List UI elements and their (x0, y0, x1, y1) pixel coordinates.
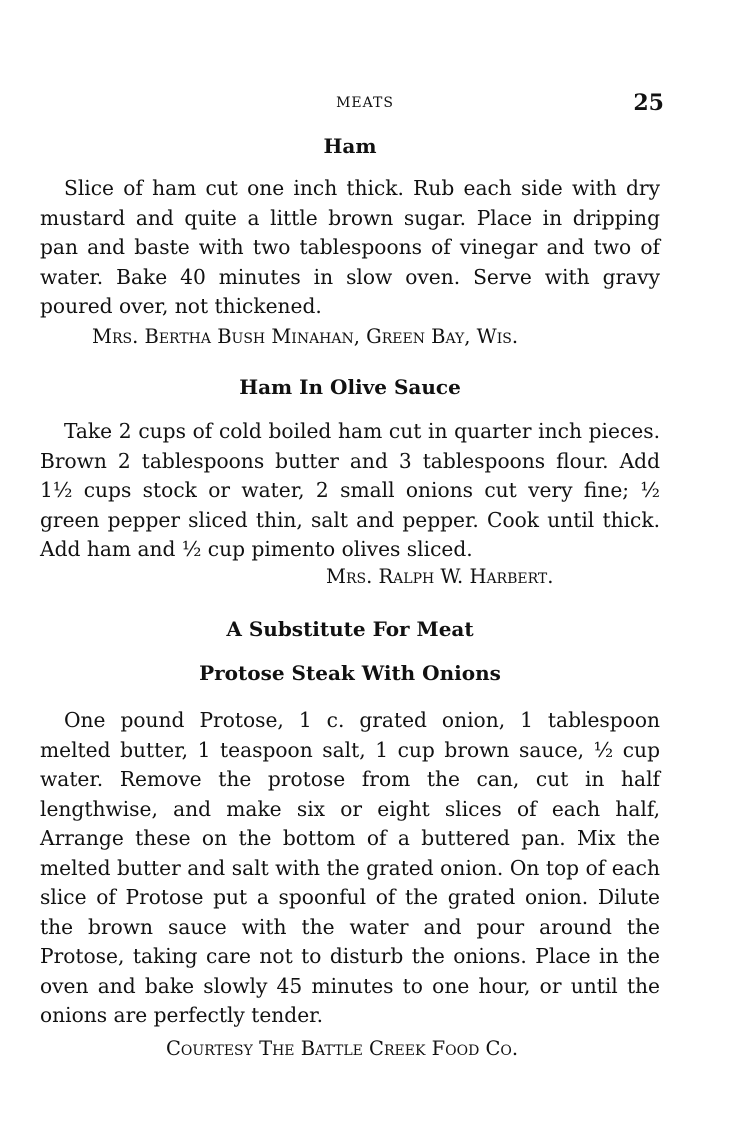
recipe-contributor-protose-steak: Courtesy The Battle Creek Food Co. (166, 1037, 519, 1060)
recipe-body-ham: Slice of ham cut one inch thick. Rub each side with dry mustard and quite a little brown sugar. Place in dripping pan and baste with two tablespoons of vinegar and two of water. Bake 40 minutes in slow oven. Serve with gravy poured over, not thickened. (40, 176, 660, 318)
recipe-contributor-ham-olive-sauce: Mrs. Ralph W. Harbert. (326, 565, 554, 588)
recipe-title-protose-steak: Protose Steak With Onions (199, 661, 501, 685)
page-number: 25 (633, 90, 664, 116)
recipe-contributor-ham: Mrs. Bertha Bush Minahan, Green Bay, Wis. (92, 325, 519, 348)
running-head (0, 92, 750, 118)
recipe-body-protose-steak: One pound Protose, 1 c. grated onion, 1 tablespoon melted butter, 1 teaspoon salt, 1 cup brown sauce, ½ cup water. Remove the protose from the can, cut in half lengthwise, and make six or eight slices of each half, Arrange these on the bottom of a buttered pan. Mix the melted butter and salt with the grated onion. On top of each slice of Protose put a spoonful of the grated onion. Dilute the brown sauce with the water and pour around the Protose, taking care not to disturb the onions. Place in the oven and bake slowly 45 minutes to one hour, or until the onions are perfectly tender. (40, 708, 660, 1027)
recipe-title-ham-olive-sauce: Ham In Olive Sauce (239, 375, 461, 399)
section-title-substitute: A Substitute For Meat (226, 617, 474, 641)
recipe-title-ham: Ham (323, 134, 377, 158)
recipe-body-ham-olive-sauce: Take 2 cups of cold boiled ham cut in quarter inch pieces. Brown 2 tablespoons butter and 3 tablespoons flour. Add 1½ cups stock or water, 2 small onions cut very fine; ½ green pepper sliced thin, salt and pepper. Cook until thick. Add ham and ½ cup pimento olives sliced. (40, 419, 660, 561)
section-label: MEATS (336, 95, 394, 111)
